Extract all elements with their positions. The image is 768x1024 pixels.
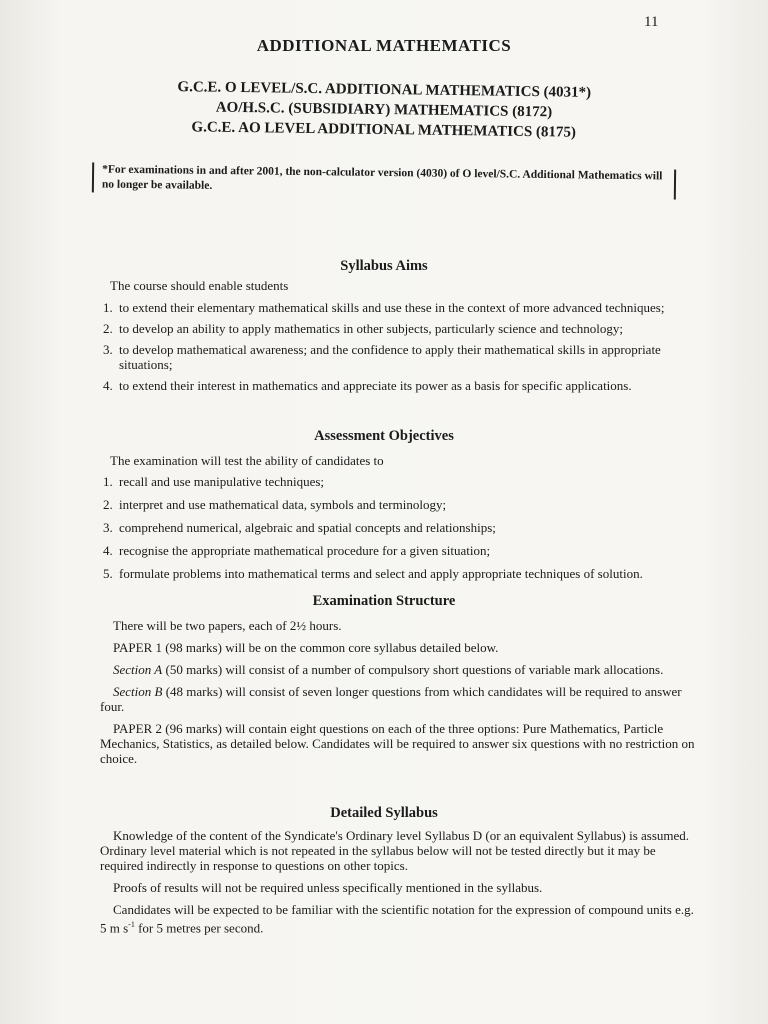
subtitle-line: G.C.E. O LEVEL/S.C. ADDITIONAL MATHEMATICS (4031*) <box>177 79 592 101</box>
assessment-objectives-intro: The examination will test the ability of candidates to <box>110 453 384 468</box>
section-b-label: Section B <box>113 684 163 699</box>
paragraph: There will be two papers, each of 2½ hours. <box>113 618 342 633</box>
list-item: 3. comprehend numerical, algebraic and spatial concepts and relationships; <box>103 520 496 535</box>
examination-structure-body <box>100 618 700 766</box>
calculator-notice: *For examinations in and after 2001, the non-calculator version (4030) of O level/S.C. Additional Mathematics will no longer be available. <box>92 162 676 199</box>
paragraph: Section A (50 marks) will consist of a number of compulsory short questions of variable mark allocations. <box>113 662 664 677</box>
paragraph: Proofs of results will not be required unless specifically mentioned in the syllabus. <box>113 880 543 895</box>
detailed-syllabus-body <box>100 828 700 935</box>
syllabus-aims-heading: Syllabus Aims <box>340 258 428 274</box>
list-item: 4. recognise the appropriate mathematical procedure for a given situation; <box>103 543 491 558</box>
section-a-label: Section A <box>113 662 163 677</box>
list-item: 1. recall and use manipulative techniques; <box>103 474 325 489</box>
paragraph: Section B (48 marks) will consist of seven longer questions from which candidates will be required to answer four. <box>100 684 682 714</box>
subtitle-line: G.C.E. AO LEVEL ADDITIONAL MATHEMATICS (8175) <box>191 119 577 141</box>
subtitle-line: AO/H.S.C. (SUBSIDIARY) MATHEMATICS (8172) <box>215 99 553 121</box>
paragraph: PAPER 1 (98 marks) will be on the common core syllabus detailed below. <box>113 640 499 655</box>
examination-structure-heading: Examination Structure <box>312 593 456 609</box>
qualification-titles <box>0 75 768 146</box>
assessment-objectives-list <box>103 474 703 581</box>
list-item: 2. to develop an ability to apply mathematics in other subjects, particularly science and technology; <box>103 321 623 336</box>
page-title: ADDITIONAL MATHEMATICS <box>256 36 512 55</box>
page-number: 11 <box>644 14 659 30</box>
paragraph: PAPER 2 (96 marks) will contain eight questions on each of the three options: Pure Mathematics, Particle Mechanics, Statistics, as detailed below. Candidates will be required to answer six questions with no restriction on choice. <box>100 721 695 766</box>
list-item: 3. to develop mathematical awareness; and the confidence to apply their mathematical skills in appropriate situations; <box>103 342 661 372</box>
syllabus-aims-intro: The course should enable students <box>110 278 289 293</box>
list-item: 4. to extend their interest in mathematics and appreciate its power as a basis for specific applications. <box>103 378 632 393</box>
list-item: 1. to extend their elementary mathematical skills and use these in the context of more advanced techniques; <box>103 300 665 315</box>
assessment-objectives-heading: Assessment Objectives <box>314 428 454 444</box>
list-item: 2. interpret and use mathematical data, symbols and terminology; <box>103 497 447 512</box>
detailed-syllabus-heading: Detailed Syllabus <box>330 805 438 821</box>
list-item: 5. formulate problems into mathematical terms and select and apply appropriate techniques of solution. <box>103 566 643 581</box>
paragraph: Knowledge of the content of the Syndicate's Ordinary level Syllabus D (or an equivalent Syllabus) is assumed. Ordinary level material which is not repeated in the syllabus below will not be tested directly but it may be required indirectly in response to questions on other topics. <box>100 828 690 873</box>
syllabus-aims-list <box>103 300 683 393</box>
paragraph: Candidates will be expected to be familiar with the scientific notation for the expression of compound units e.g. 5 m $s^{-1}$ for 5 metres per second. <box>100 902 694 936</box>
